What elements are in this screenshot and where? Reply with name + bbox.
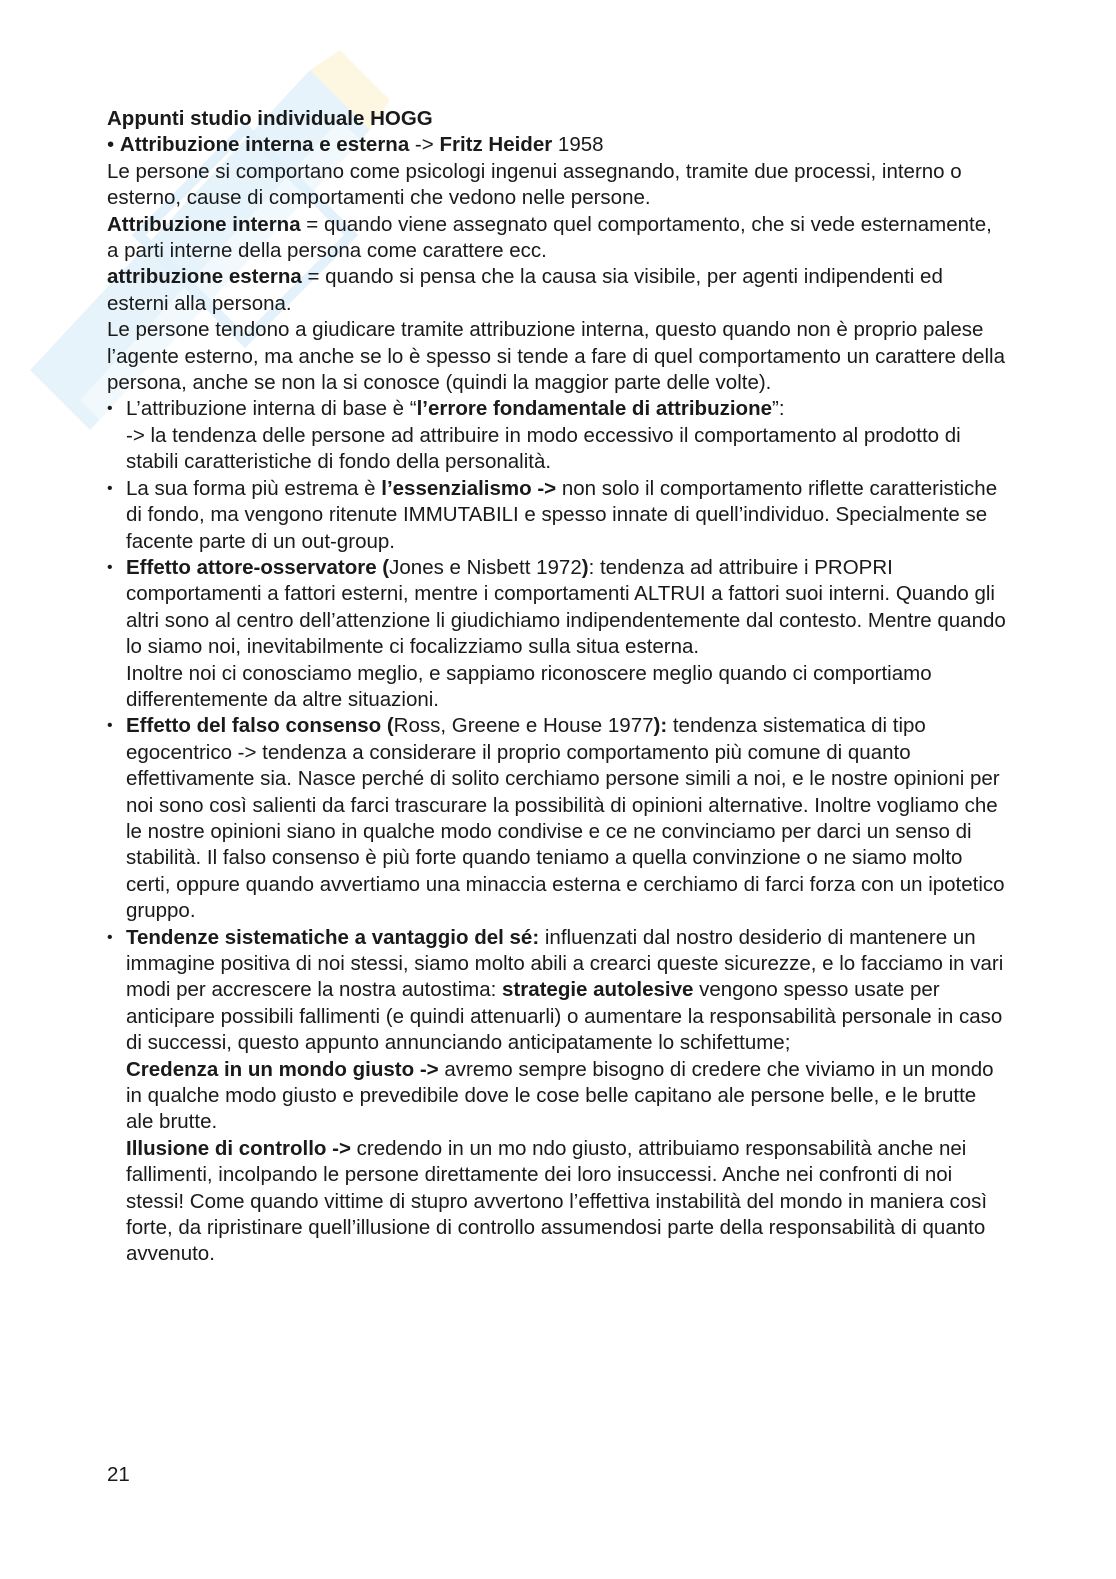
actor-observer-close: ) — [581, 555, 589, 579]
actor-observer-citation: Jones e Nisbett 1972 — [389, 555, 582, 579]
list-item — [107, 713, 1007, 924]
self-handicapping-term: strategie autolesive — [502, 978, 694, 1002]
essentialism-term: l’essenzialismo -> — [381, 476, 557, 500]
just-world-term: Credenza in un mondo giusto -> — [126, 1057, 439, 1081]
essentialism-pre: La sua forma più estrema è — [126, 476, 382, 500]
tendency-paragraph: Le persone tendono a giudicare tramite attribuzione interna, questo quando non è proprio palese l’agente esterno, ma anche se lo è spesso si tende a fare di quel comportamento un carattere della persona, anche se non la si conosce (quindi la maggior parte delle volte). — [107, 318, 1005, 395]
external-attribution-term: attribuzione esterna — [107, 265, 302, 289]
self-handicapping-text: vengono spesso usate per anticipare possibili fallimenti (e quindi attenuarli) o aumentare la responsabilità personale in caso di successi, questo appunto annunciando anticipatamente lo schifettume; — [126, 978, 1003, 1055]
fundamental-error-definition: -> la tendenza delle persone ad attribuire in modo eccessivo il comportamento al prodotto di stabili caratteristiche di fondo della personalità. — [126, 423, 961, 474]
internal-attribution-definition — [107, 212, 1007, 265]
external-attribution-definition — [107, 264, 1007, 317]
illusion-of-control-term: Illusione di controllo -> — [126, 1136, 351, 1160]
just-world-text: avremo sempre bisogno di credere che viviamo in un mondo in qualche modo giusto e prevedibile dove le cose belle capitano ale persone belle, e le brutte ale brutte. — [126, 1057, 994, 1134]
actor-observer-term: Effetto attore-osservatore ( — [126, 555, 390, 579]
list-item — [107, 396, 1007, 475]
page-number: 21 — [107, 1463, 130, 1486]
heading-year: 1958 — [552, 133, 604, 157]
list-item — [107, 925, 1007, 1268]
heading-bullet: • — [107, 133, 115, 157]
fundamental-error-term: l’errore fondamentale di attribuzione — [416, 397, 772, 421]
actor-observer-extra: Inoltre noi ci conosciamo meglio, e sappiamo riconoscere meglio quando ci comportiamo differentemente da altre situazioni. — [126, 661, 932, 711]
internal-attribution-text: = quando viene assegnato quel comportamento, che si vede esternamente, a parti interne della persona come carattere ecc. — [107, 212, 992, 263]
external-attribution-text: = quando si pensa che la causa sia visibile, per agenti indipendenti ed esterni alla persona. — [107, 265, 943, 315]
heading-author: Fritz Heider — [439, 133, 553, 157]
false-consensus-close: ): — [653, 714, 668, 738]
essentialism-text: non solo il comportamento riflette caratteristiche di fondo, ma vengono ritenute IMMUTABILI e spesso innate di quell’individuo. Specialmente se facente parte di un out-group. — [126, 476, 998, 553]
self-serving-term: Tendenze sistematiche a vantaggio del sé: — [126, 925, 540, 949]
false-consensus-term: Effetto del falso consenso ( — [126, 714, 394, 738]
document-body — [107, 106, 1007, 1268]
intro-paragraph: Le persone si comportano come psicologi ingenui assegnando, tramite due processi, interno o esterno, cause di comportamenti che vedono nelle persone. — [107, 159, 962, 210]
actor-observer-text: : tendenza ad attribuire i PROPRI comportamenti a fattori esterni, mentre i comportamenti ALTRUI a fattori suoi interni. Quando gli altri sono al centro dell’attenzione li giudichiamo indipendentemente dal contesto. Mentre quando lo siamo noi, inevitabilmente ci focalizziamo sulla situa esterna. — [126, 555, 1006, 659]
heading-arrow: -> — [409, 133, 440, 157]
document-title: Appunti studio individuale HOGG — [107, 107, 433, 130]
illusion-of-control-text: credendo in un mo ndo giusto, attribuiamo responsabilità anche nei fallimenti, incolpando le persone direttamente dei loro insuccessi. Anche nei confronti di noi stessi! Come quando vittime di stupro avvertono l’effettiva instabilità del mondo in maniera così forte, da ripristinare quell’illusione di controllo assumendosi parte della responsabilità di quanto avvenuto. — [126, 1136, 988, 1266]
list-item — [107, 555, 1007, 713]
heading-topic: Attribuzione interna e esterna — [119, 133, 410, 157]
internal-attribution-term: Attribuzione interna — [107, 212, 301, 236]
just-world-paragraph — [126, 1057, 1007, 1136]
false-consensus-citation: Ross, Greene e House 1977 — [393, 714, 654, 738]
fundamental-error-pre: L’attribuzione interna di base è “ — [126, 397, 417, 421]
false-consensus-text: tendenza sistematica di tipo egocentrico -> tendenza a considerare il proprio comportamento più comune di quanto effettivamente sia. Nasce perché di solito cerchiamo persone simili a noi, e le nostre opinioni per noi sono così salienti da farci trascurare la possibilità di opinioni alternative. Inoltre vogliamo che le nostre opinioni siano in qualche modo condivise e ce ne convinciamo per darci un senso di stabilità. Il falso consenso è più forte quando teniamo a quella convinzione o ne siamo molto certi, oppure quando avvertiamo una minaccia esterna e cerchiamo di farci forza con un ipotetico gruppo. — [126, 714, 1005, 923]
fundamental-error-post: ”: — [772, 397, 785, 421]
illusion-of-control-paragraph — [126, 1136, 1007, 1268]
section-heading — [107, 132, 1007, 158]
bullet-list — [107, 396, 1007, 1267]
list-item — [107, 476, 1007, 555]
self-serving-text: influenzati dal nostro desiderio di mantenere un immagine positiva di noi stessi, siamo molto abili a crearci queste sicurezze, e lo facciamo in vari modi per accrescere la nostra autostima: — [126, 925, 1004, 1002]
